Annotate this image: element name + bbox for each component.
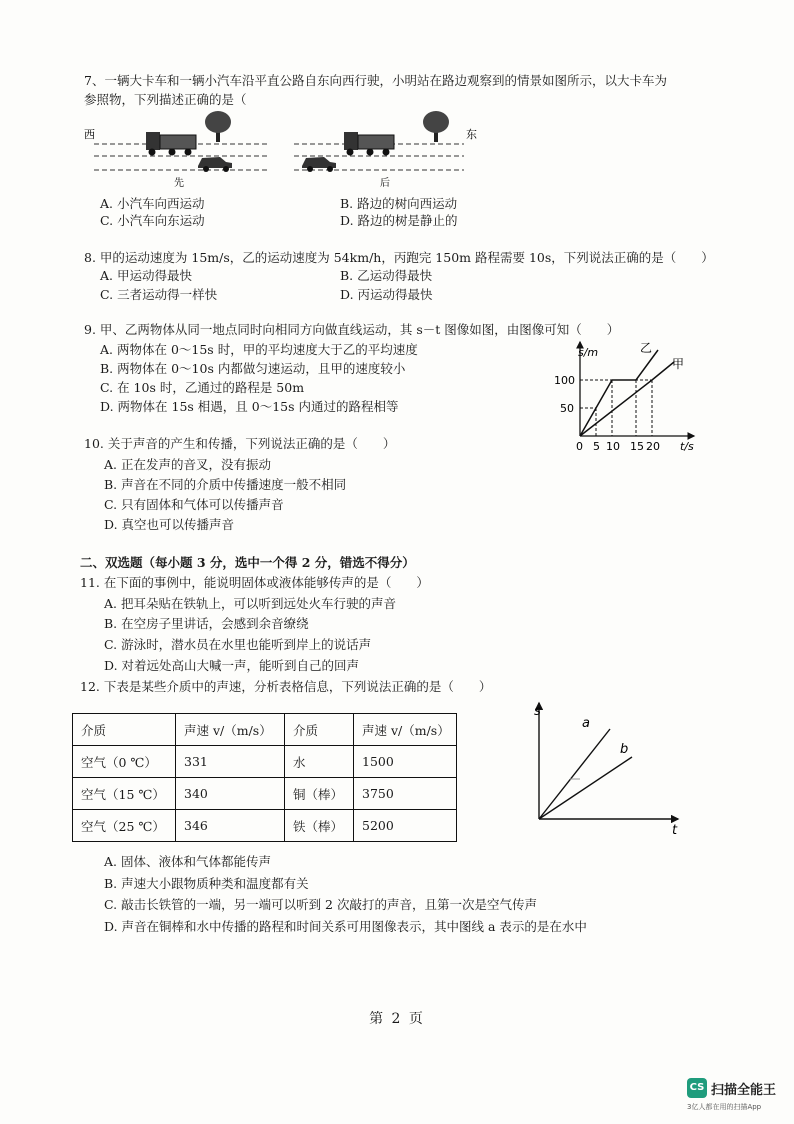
q9-stem: 9. 甲、乙两物体从同一地点同时向相同方向做直线运动，其 s－t 图像如图，由图像可知（ ） bbox=[84, 322, 620, 337]
q7-stem-line2: 参照物，下列描述正确的是（ bbox=[84, 92, 247, 107]
tree-after bbox=[423, 111, 449, 142]
q9-st-graph bbox=[548, 338, 708, 460]
table-cell: 340 bbox=[176, 778, 285, 810]
series-yi-line bbox=[580, 350, 658, 436]
label-before: 先 bbox=[174, 178, 184, 189]
q10-option-b: B. 声音在不同的介质中传播速度一般不相同 bbox=[104, 477, 347, 492]
table-cell: 铜（棒） bbox=[285, 778, 354, 810]
x-axis-label: t bbox=[672, 823, 678, 837]
truck-after bbox=[344, 132, 394, 156]
truck-before bbox=[146, 132, 196, 156]
q9-option-d: D. 两物体在 15s 相遇，且 0～15s 内通过的路程相等 bbox=[100, 399, 399, 414]
header-speed-1: 声速 v/（m/s） bbox=[176, 714, 285, 746]
section-double-choice-title: 二、双选题（每小题 3 分，选中一个得 2 分，错选不得分） bbox=[80, 555, 415, 570]
table-cell: 空气（15 ℃） bbox=[73, 778, 176, 810]
y-tick-100: 100 bbox=[554, 374, 575, 387]
page-number: 第 2 页 bbox=[369, 1011, 425, 1027]
q11-option-a: A. 把耳朵贴在铁轨上，可以听到远处火车行驶的声音 bbox=[104, 596, 396, 611]
label-east: 东 bbox=[466, 128, 477, 141]
q8-stem: 8. 甲的运动速度为 15m/s，乙的运动速度为 54km/h，丙跑完 150m 路程需要 10s，下列说法正确的是（ ） bbox=[84, 250, 714, 265]
table-cell: 5200 bbox=[354, 810, 457, 842]
x-tick-5: 5 bbox=[593, 440, 600, 453]
table-cell: 空气（25 ℃） bbox=[73, 810, 176, 842]
y-axis-label: s/m bbox=[578, 346, 599, 359]
q10-option-d: D. 真空也可以传播声音 bbox=[104, 517, 235, 532]
line-a bbox=[539, 729, 610, 819]
series-jia-line bbox=[580, 362, 674, 436]
q7-stem-line1: 7、一辆大卡车和一辆小汽车沿平直公路自东向西行驶，小明站在路边观察到的情景如图所示，以大卡车为 bbox=[84, 73, 667, 88]
table-row bbox=[73, 746, 457, 778]
sound-speed-table bbox=[72, 713, 457, 842]
q10-stem: 10. 关于声音的产生和传播，下列说法正确的是（ ） bbox=[84, 436, 396, 451]
q11-option-d: D. 对着远处高山大喊一声，能听到自己的回声 bbox=[104, 658, 360, 673]
x-axis-label: t/s bbox=[680, 440, 694, 453]
q12-option-c: C. 敲击长铁管的一端，另一端可以听到 2 次敲打的声音，且第一次是空气传声 bbox=[104, 897, 537, 912]
table-header-row bbox=[73, 714, 457, 746]
q8-option-c: C. 三者运动得一样快 bbox=[100, 287, 218, 302]
q8-option-d: D. 丙运动得最快 bbox=[340, 287, 433, 302]
y-tick-50: 50 bbox=[560, 402, 574, 415]
table-row bbox=[73, 810, 457, 842]
q12-option-d: D. 声音在铜棒和水中传播的路程和时间关系可用图像表示，其中图线 a 表示的是在水中 bbox=[104, 919, 587, 934]
q9-option-a: A. 两物体在 0～15s 时，甲的平均速度大于乙的平均速度 bbox=[100, 342, 418, 357]
line-b bbox=[539, 757, 632, 819]
q7-option-d: D. 路边的树是静止的 bbox=[340, 213, 458, 228]
q11-stem: 11. 在下面的事例中，能说明固体或液体能够传声的是（ ） bbox=[80, 575, 429, 590]
tree-before bbox=[205, 111, 231, 142]
table-cell: 水 bbox=[285, 746, 354, 778]
q10-option-c: C. 只有固体和气体可以传播声音 bbox=[104, 497, 284, 512]
table-cell: 1500 bbox=[354, 746, 457, 778]
camscanner-tagline: 3亿人都在用的扫描App bbox=[687, 1103, 762, 1111]
q10-option-a: A. 正在发声的音叉，没有振动 bbox=[104, 457, 271, 472]
table-row bbox=[73, 778, 457, 810]
q8-option-a: A. 甲运动得最快 bbox=[100, 268, 192, 283]
q7-option-c: C. 小汽车向东运动 bbox=[100, 213, 205, 228]
x-tick-15: 15 bbox=[630, 440, 644, 453]
q7-option-b: B. 路边的树向西运动 bbox=[340, 196, 458, 211]
label-after: 后 bbox=[380, 178, 390, 189]
series-jia-label: 甲 bbox=[672, 357, 685, 371]
table-cell: 铁（棒） bbox=[285, 810, 354, 842]
y-axis-label: s bbox=[534, 704, 541, 719]
line-b-label: b bbox=[620, 742, 629, 757]
table-cell: 3750 bbox=[354, 778, 457, 810]
header-speed-2: 声速 v/（m/s） bbox=[354, 714, 457, 746]
camscanner-name: 扫描全能王 bbox=[711, 1083, 777, 1098]
q12-option-b: B. 声速大小跟物质种类和温度都有关 bbox=[104, 876, 309, 891]
label-west: 西 bbox=[84, 128, 95, 141]
q12-option-a: A. 固体、液体和气体都能传声 bbox=[104, 854, 271, 869]
x-tick-0: 0 bbox=[576, 440, 583, 453]
q11-option-c: C. 游泳时，潜水员在水里也能听到岸上的说话声 bbox=[104, 637, 372, 652]
camscanner-logo-icon: CS bbox=[687, 1078, 707, 1098]
table-cell: 331 bbox=[176, 746, 285, 778]
q9-option-c: C. 在 10s 时，乙通过的路程是 50m bbox=[100, 380, 305, 395]
q12-st-graph bbox=[522, 697, 692, 837]
q9-option-b: B. 两物体在 0～10s 内都做匀速运动，且甲的速度较小 bbox=[100, 361, 406, 376]
x-tick-20: 20 bbox=[646, 440, 660, 453]
line-a-label: a bbox=[582, 716, 590, 731]
series-yi-label: 乙 bbox=[640, 341, 653, 355]
q7-option-a: A. 小汽车向西运动 bbox=[100, 196, 205, 211]
q8-option-b: B. 乙运动得最快 bbox=[340, 268, 433, 283]
q11-option-b: B. 在空房子里讲话，会感到余音缭绕 bbox=[104, 616, 309, 631]
header-medium-2: 介质 bbox=[285, 714, 354, 746]
q12-stem: 12. 下表是某些介质中的声速，分析表格信息，下列说法正确的是（ ） bbox=[80, 679, 492, 694]
table-cell: 空气（0 ℃） bbox=[73, 746, 176, 778]
q7-scene-figure bbox=[80, 108, 500, 190]
table-cell: 346 bbox=[176, 810, 285, 842]
header-medium-1: 介质 bbox=[73, 714, 176, 746]
x-tick-10: 10 bbox=[606, 440, 620, 453]
